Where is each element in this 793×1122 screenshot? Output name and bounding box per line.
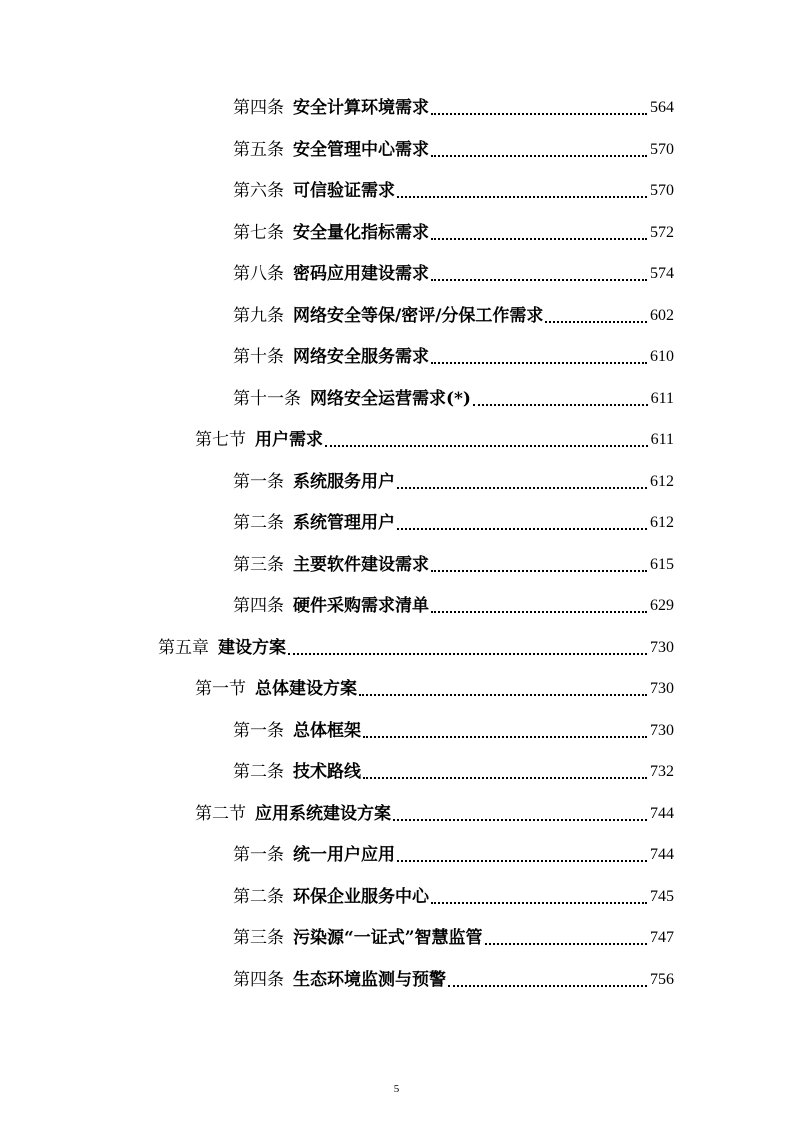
dot-leader	[431, 560, 647, 572]
toc-entry[interactable]	[233, 131, 674, 161]
toc-entry-page: 730	[650, 680, 674, 697]
toc-entry-page: 612	[650, 514, 674, 531]
toc-entry-number: 第六条	[233, 181, 284, 201]
dot-leader	[431, 352, 647, 364]
toc-entry-title: 建设方案	[218, 637, 286, 658]
toc-entry-title: 污染源“一证式”智慧监管	[293, 928, 483, 948]
toc-entry[interactable]	[233, 172, 674, 202]
toc-entry-page: 570	[650, 140, 674, 158]
dot-leader	[473, 394, 648, 406]
dot-leader	[448, 975, 647, 987]
toc-entry-page: 610	[650, 348, 674, 365]
toc-entry-title: 主要软件建设需求	[293, 554, 429, 575]
toc-entry-number: 第十一条	[233, 388, 301, 409]
toc-entry-title: 硬件采购需求清单	[293, 596, 429, 616]
toc-entry-number: 第八条	[233, 264, 284, 284]
toc-entry-number: 第一条	[233, 845, 284, 865]
toc-entry-title: 生态环境监测与预警	[293, 969, 446, 990]
toc-entry-title: 网络安全运营需求(*)	[310, 388, 471, 409]
toc-entry-page: 744	[650, 804, 674, 822]
toc-entry[interactable]	[233, 587, 674, 617]
toc-entry-page: 629	[650, 597, 674, 614]
toc-entry-title: 系统管理用户	[293, 513, 395, 533]
toc-entry-title: 总体框架	[293, 720, 361, 741]
toc-entry[interactable]	[195, 670, 674, 700]
dot-leader	[397, 850, 647, 862]
toc-entry-number: 第七节	[195, 430, 246, 450]
toc-entry-title: 环保企业服务中心	[293, 886, 429, 907]
toc-entry-number: 第二条	[233, 762, 284, 782]
toc-entry-title: 网络安全服务需求	[293, 347, 429, 367]
toc-entry-page: 730	[650, 721, 674, 739]
toc-entry-page: 756	[650, 970, 674, 988]
dot-leader	[397, 477, 647, 489]
toc-entry[interactable]	[233, 753, 674, 783]
toc-entry-title: 安全计算环境需求	[293, 98, 429, 118]
toc-entry-title: 技术路线	[293, 762, 361, 782]
toc-entry[interactable]	[195, 795, 674, 825]
toc-entry[interactable]	[158, 629, 674, 659]
toc-entry[interactable]	[233, 712, 674, 742]
toc-entry-number: 第二条	[233, 513, 284, 533]
toc-entry[interactable]	[233, 338, 674, 368]
toc-entry-page: 730	[650, 638, 674, 656]
toc-entry-number: 第七条	[233, 222, 284, 243]
toc-entry[interactable]	[233, 214, 674, 244]
dot-leader	[431, 228, 647, 240]
dot-leader	[288, 643, 647, 655]
toc-entry-number: 第一条	[233, 471, 284, 492]
dot-leader	[485, 933, 647, 945]
toc-entry-number: 第二节	[195, 803, 246, 824]
toc-entry[interactable]	[233, 463, 674, 493]
toc-entry-page: 744	[650, 846, 674, 863]
dot-leader	[431, 103, 647, 115]
dot-leader	[545, 311, 647, 323]
toc-entry-number: 第四条	[233, 969, 284, 990]
toc-entry-number: 第四条	[233, 98, 284, 118]
toc-entry-number: 第九条	[233, 305, 284, 326]
toc-entry-page: 611	[650, 389, 674, 407]
toc-entry-page: 570	[650, 182, 674, 199]
toc-entry[interactable]	[233, 89, 674, 119]
toc-entry[interactable]	[195, 421, 674, 451]
toc-entry-title: 应用系统建设方案	[255, 803, 391, 824]
toc-entry-title: 系统服务用户	[293, 471, 395, 492]
toc-entry-page: 615	[650, 555, 674, 573]
toc-entry-number: 第五章	[158, 637, 209, 658]
dot-leader	[431, 145, 647, 157]
dot-leader	[393, 809, 647, 821]
toc-entry-title: 总体建设方案	[255, 679, 357, 699]
toc-entry[interactable]	[233, 255, 674, 285]
toc-entry-title: 安全管理中心需求	[293, 139, 429, 160]
toc-entry[interactable]	[233, 919, 674, 949]
dot-leader	[431, 269, 647, 281]
toc-entry-number: 第十条	[233, 347, 284, 367]
toc-entry-title: 统一用户应用	[293, 845, 395, 865]
toc-entry[interactable]	[233, 961, 674, 991]
toc-entry-page: 602	[650, 306, 674, 324]
toc-entry[interactable]	[233, 878, 674, 908]
dot-leader	[431, 601, 647, 613]
toc-entry-title: 可信验证需求	[293, 181, 395, 201]
toc-entry[interactable]	[233, 546, 674, 576]
dot-leader	[397, 518, 647, 530]
toc-entry-number: 第五条	[233, 139, 284, 160]
toc-entry-page: 574	[650, 265, 674, 282]
dot-leader	[397, 186, 647, 198]
toc-entry-page: 612	[650, 472, 674, 490]
toc-entry-number: 第三条	[233, 554, 284, 575]
toc-entry[interactable]	[233, 380, 674, 410]
toc-entry-page: 572	[650, 223, 674, 241]
toc-entry-title: 用户需求	[255, 430, 323, 450]
toc-entry-page: 745	[650, 887, 674, 905]
toc-entry-title: 安全量化指标需求	[293, 222, 429, 243]
dot-leader	[359, 684, 647, 696]
dot-leader	[431, 892, 647, 904]
toc-entry-number: 第四条	[233, 596, 284, 616]
dot-leader	[363, 767, 647, 779]
toc-entry[interactable]	[233, 836, 674, 866]
page-number: 5	[393, 1083, 400, 1095]
toc-entry-number: 第一节	[195, 679, 246, 699]
toc-entry-number: 第二条	[233, 886, 284, 907]
toc-entry[interactable]	[233, 504, 674, 534]
toc-entry-number: 第三条	[233, 928, 284, 948]
toc-entry-page: 611	[650, 431, 674, 448]
dot-leader	[325, 435, 648, 447]
toc-entry-page: 564	[650, 99, 674, 116]
dot-leader	[363, 726, 647, 738]
toc-entry-number: 第一条	[233, 720, 284, 741]
toc-entry-page: 732	[650, 763, 674, 780]
toc-entry-title: 密码应用建设需求	[293, 264, 429, 284]
toc-entry-page: 747	[650, 929, 674, 946]
toc-entry-title: 网络安全等保/密评/分保工作需求	[293, 305, 544, 326]
toc-entry[interactable]	[233, 297, 674, 327]
